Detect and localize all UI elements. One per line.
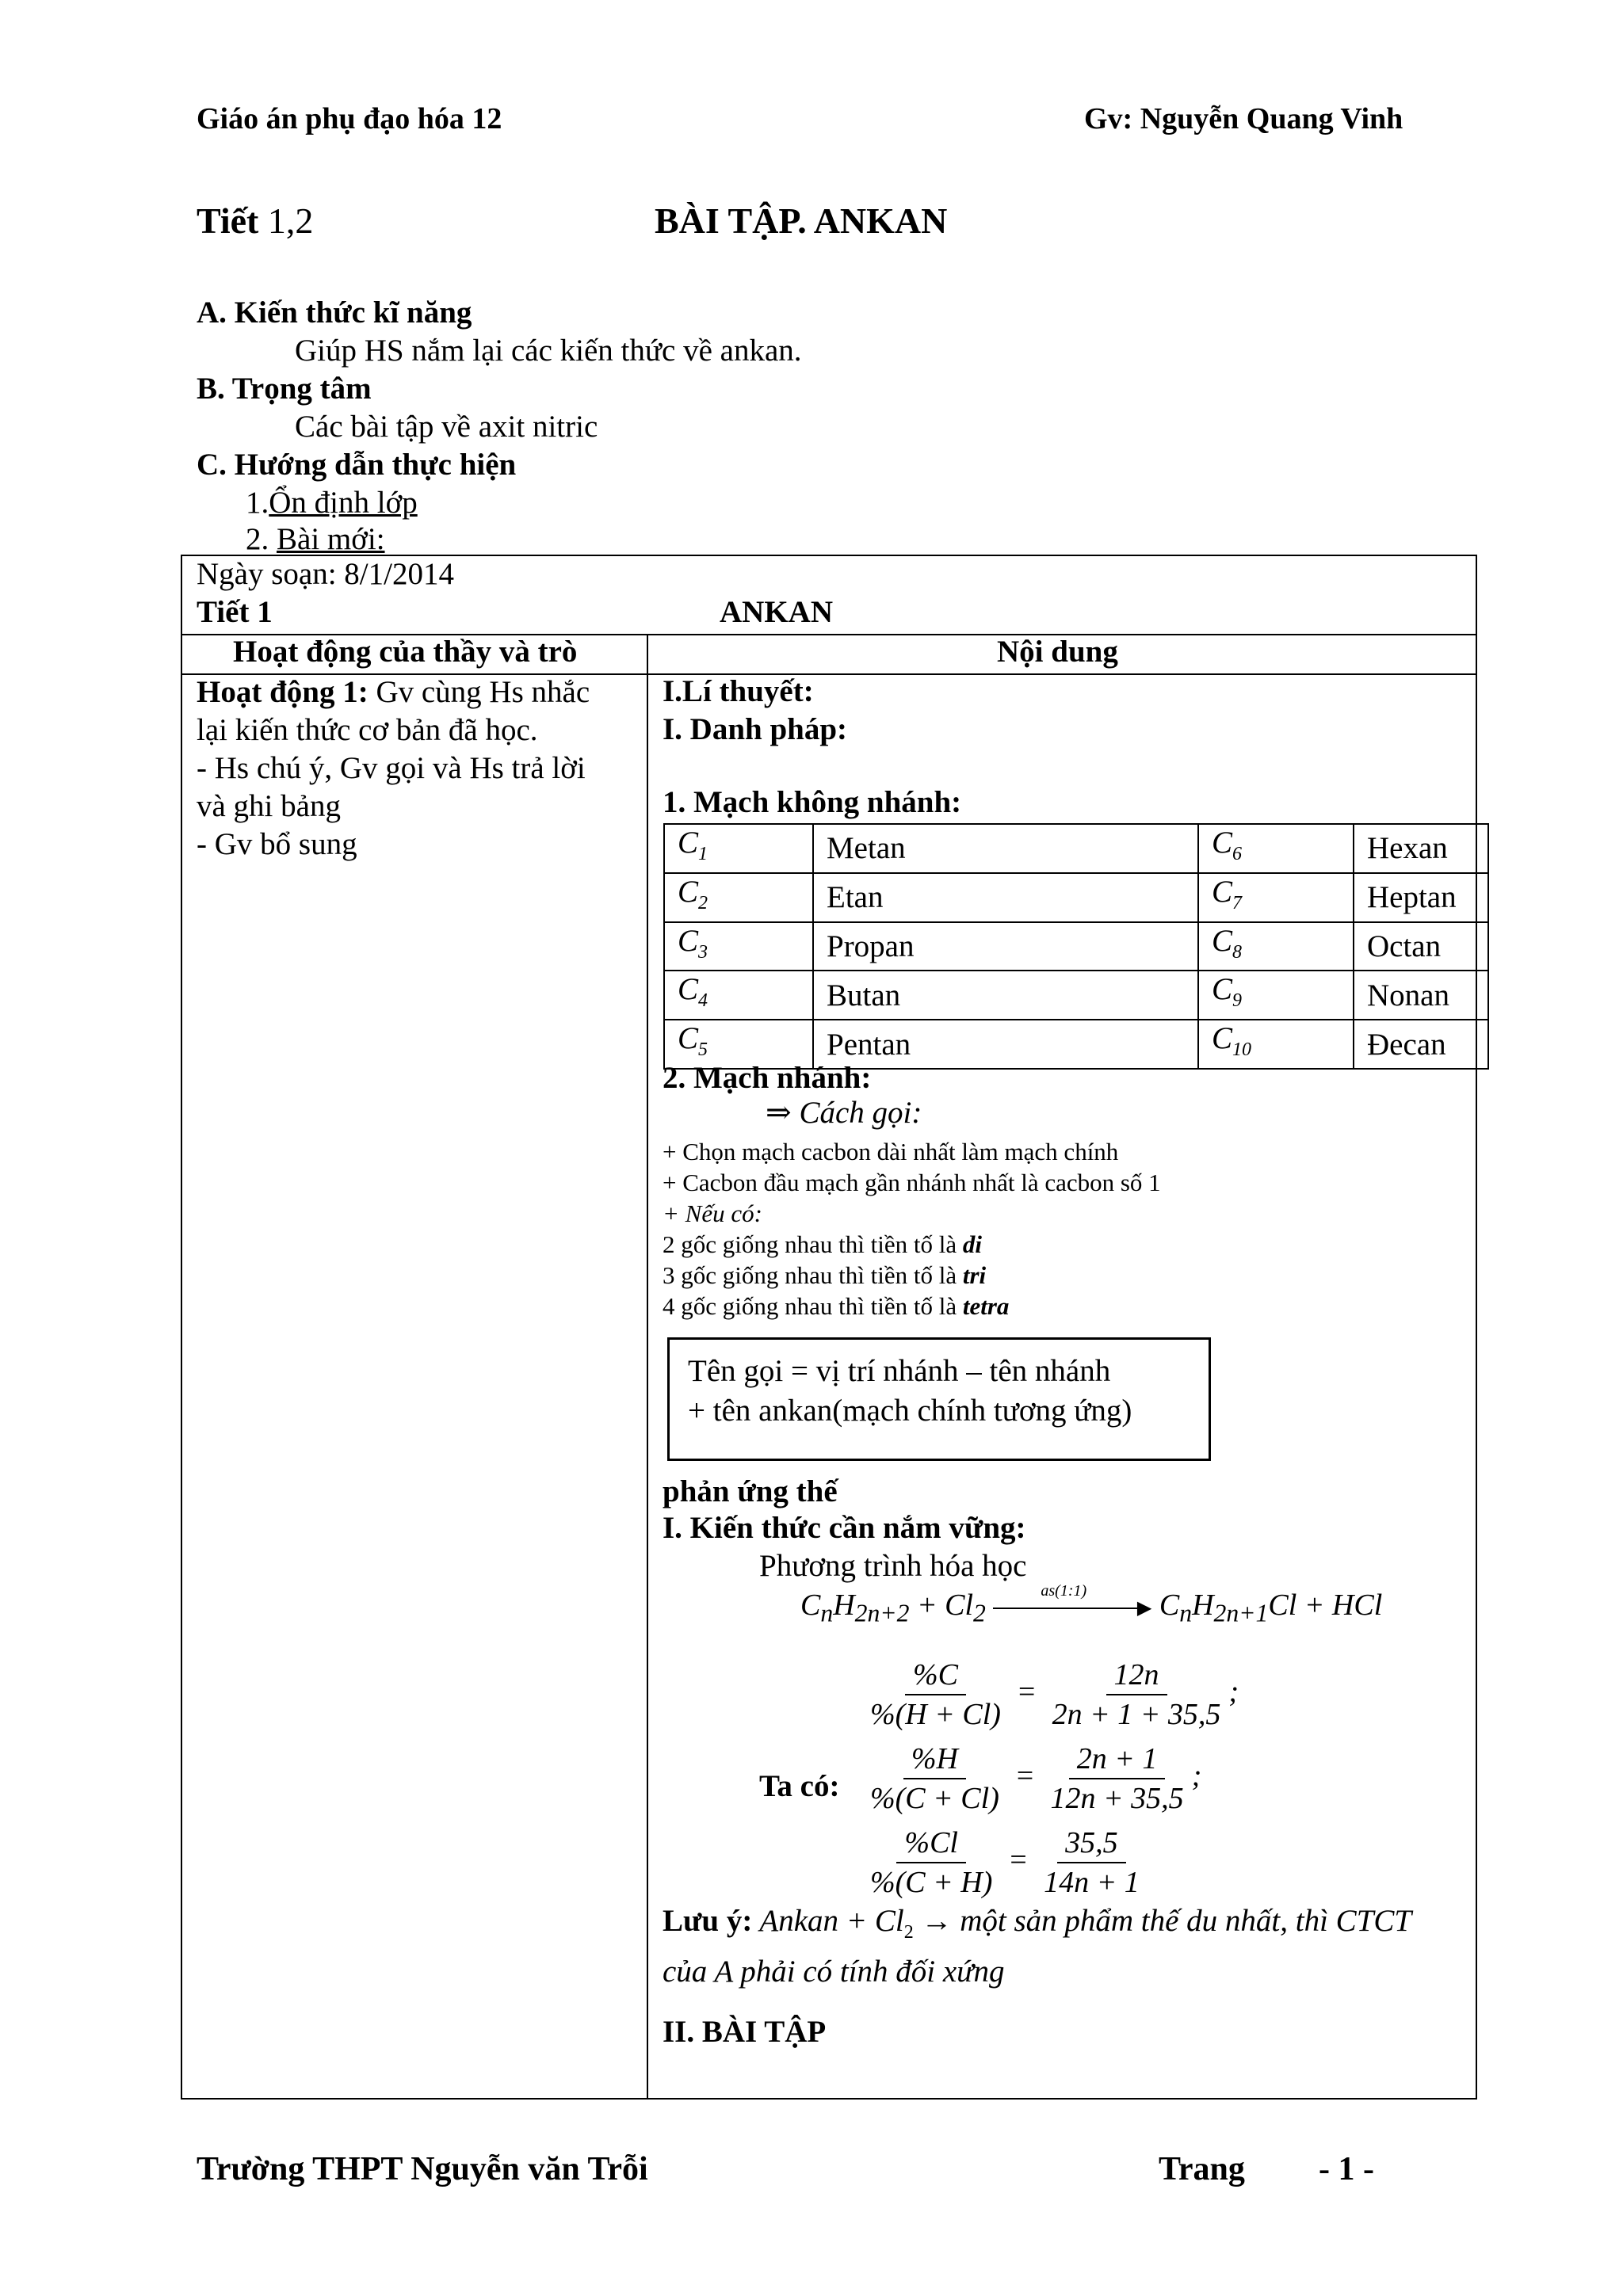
- prefix-tri: tri: [962, 1261, 987, 1289]
- alkane-name-cell: Pentan: [813, 1020, 1198, 1069]
- footer-page-label: Trang: [1159, 2151, 1245, 2187]
- mach-nhanh-heading: 2. Mạch nhánh:: [663, 1061, 872, 1095]
- carbon-count-cell: $C_6$: [1198, 824, 1354, 873]
- ratio-formula-2: $\frac{\%H}{\%(C + Cl)}$ = $\frac{2n + 1}{12n + 35,5}$ ;: [862, 1740, 1201, 1817]
- li-thuyet-heading: I.Lí thuyết:: [663, 674, 814, 708]
- naming-rule: + Chọn mạch cacbon dài nhất làm mạch chính: [663, 1138, 1119, 1165]
- section-c-heading: C. Hướng dẫn thực hiện: [197, 448, 517, 482]
- alkane-row: [664, 971, 1488, 1020]
- pthh-label: Phương trình hóa học: [759, 1549, 1027, 1583]
- cach-goi-label: Cách gọi:: [799, 1096, 922, 1130]
- mach-khong-nhanh-heading: 1. Mạch không nhánh:: [663, 785, 962, 819]
- naming-formula-line1: Tên gọi = vị trí nhánh – tên nhánh: [688, 1354, 1111, 1388]
- alkane-name-cell: Butan: [813, 971, 1198, 1020]
- phan-ung-the-heading: phản ứng thế: [663, 1474, 838, 1508]
- alkane-names-table: [663, 823, 1489, 1070]
- table-tiet: Tiết 1: [197, 595, 273, 629]
- kien-thuc-heading: I. Kiến thức cần nắm vững:: [663, 1511, 1026, 1545]
- activity-1-line2: lại kiến thức cơ bản đã học.: [197, 713, 538, 747]
- reaction-condition: as(1:1): [1041, 1582, 1087, 1600]
- reaction-arrow: as(1:1) ▶: [993, 1600, 1151, 1615]
- naming-formula-line2: + tên ankan(mạch chính tương ứng): [688, 1394, 1132, 1428]
- alkane-name-cell: Đecan: [1354, 1020, 1488, 1069]
- activity-1-line1: Gv cùng Hs nhắc: [368, 675, 590, 709]
- activity-1-label: Hoạt động 1:: [197, 675, 369, 709]
- naming-rule: + Nếu có:: [663, 1199, 762, 1227]
- section-a-heading: A. Kiến thức kĩ năng: [197, 296, 472, 330]
- naming-rules: [663, 1136, 1161, 1322]
- tiet-number: 1,2: [267, 200, 314, 241]
- section-b-heading: B. Trọng tâm: [197, 372, 372, 406]
- c-item2-num: 2.: [246, 522, 277, 556]
- cach-goi: [766, 1095, 922, 1131]
- danh-phap-heading: I. Danh pháp:: [663, 712, 848, 746]
- activity-1-line3: - Hs chú ý, Gv gọi và Hs trả lời: [197, 751, 586, 785]
- carbon-count-cell: $C_3$: [664, 922, 813, 971]
- activity-1: [197, 673, 590, 864]
- prefix-tetra: tetra: [962, 1292, 1010, 1320]
- ratio-formula-1: $\frac{\%C}{\%(H + Cl)}$ = $\frac{12n}{2n + 1 + 35,5}$ ;: [862, 1656, 1239, 1733]
- carbon-count-cell: $C_7$: [1198, 873, 1354, 922]
- c-item2-text: Bài mới:: [277, 522, 385, 556]
- naming-rule: 3 gốc giống nhau thì tiền tố là tri: [663, 1261, 987, 1289]
- alkane-row: [664, 824, 1488, 873]
- substitution-equation: $C_nH_{2n+2} + Cl_2$ as(1:1) ▶ $C_nH_{2n+1}Cl$ + HCl: [800, 1582, 1383, 1627]
- section-a-text: Giúp HS nắm lại các kiến thức về ankan.: [295, 334, 802, 368]
- table-topic: ANKAN: [720, 595, 833, 629]
- carbon-count-cell: $C_{10}$: [1198, 1020, 1354, 1069]
- tiet-label: Tiết: [197, 200, 259, 241]
- header-right: Gv: Nguyễn Quang Vinh: [1084, 102, 1403, 135]
- activity-1-line5: - Gv bổ sung: [197, 827, 357, 861]
- luu-y-line2: của A phải có tính đối xứng: [663, 1954, 1005, 1989]
- implies-icon: ⇒: [766, 1096, 792, 1130]
- alkane-name-cell: Metan: [813, 824, 1198, 873]
- lesson-tiet: [197, 200, 313, 242]
- alkane-name-cell: Propan: [813, 922, 1198, 971]
- header-left: Giáo án phụ đạo hóa 12: [197, 102, 502, 135]
- naming-rule: + Cacbon đầu mạch gần nhánh nhất là cacbon số 1: [663, 1169, 1161, 1196]
- luu-y-label: Lưu ý:: [663, 1904, 753, 1938]
- luu-y: Lưu ý: Ankan + $Cl_2$ → một sản phẩm thế du nhất, thì CTCT của A phải có tính đối xứng: [663, 1901, 1463, 1992]
- ta-co-label: Ta có:: [759, 1769, 840, 1803]
- c-item1-num: 1.: [246, 486, 269, 520]
- table-column-divider: [647, 634, 648, 2098]
- footer-page-number: - 1 -: [1319, 2151, 1374, 2187]
- naming-rule: 4 gốc giống nhau thì tiền tố là tetra: [663, 1292, 1010, 1320]
- ratio-formula-3: $\frac{\%Cl}{\%(C + H)}$ = $\frac{35,5}{14n + 1}$: [862, 1824, 1148, 1901]
- lesson-title: BÀI TẬP. ANKAN: [655, 200, 948, 241]
- alkane-row: [664, 922, 1488, 971]
- naming-rule: 2 gốc giống nhau thì tiền tố là di: [663, 1230, 982, 1258]
- alkane-name-cell: Octan: [1354, 922, 1488, 971]
- footer-school: Trường THPT Nguyễn văn Trỗi: [197, 2151, 648, 2187]
- prefix-di: di: [962, 1230, 982, 1258]
- table-date: Ngày soạn: 8/1/2014: [197, 557, 454, 591]
- naming-formula: [688, 1352, 1132, 1431]
- carbon-count-cell: $C_9$: [1198, 971, 1354, 1020]
- carbon-count-cell: $C_5$: [664, 1020, 813, 1069]
- alkane-name-cell: Hexan: [1354, 824, 1488, 873]
- bai-tap-heading: II. BÀI TẬP: [663, 2015, 827, 2049]
- alkane-name-cell: Nonan: [1354, 971, 1488, 1020]
- carbon-count-cell: $C_2$: [664, 873, 813, 922]
- section-b-text: Các bài tập về axit nitric: [295, 410, 598, 444]
- c-item1-text: Ổn định lớp: [269, 486, 418, 520]
- alkane-name-cell: Etan: [813, 873, 1198, 922]
- col-right-header: Nội dung: [997, 635, 1118, 669]
- carbon-count-cell: $C_4$: [664, 971, 813, 1020]
- col-left-header: Hoạt động của thầy và trò: [233, 635, 578, 669]
- carbon-count-cell: $C_1$: [664, 824, 813, 873]
- alkane-row: [664, 873, 1488, 922]
- activity-1-line4: và ghi bảng: [197, 789, 341, 823]
- section-c-item2: [246, 521, 385, 557]
- carbon-count-cell: $C_8$: [1198, 922, 1354, 971]
- section-c-item1: [246, 485, 418, 521]
- alkane-name-cell: Heptan: [1354, 873, 1488, 922]
